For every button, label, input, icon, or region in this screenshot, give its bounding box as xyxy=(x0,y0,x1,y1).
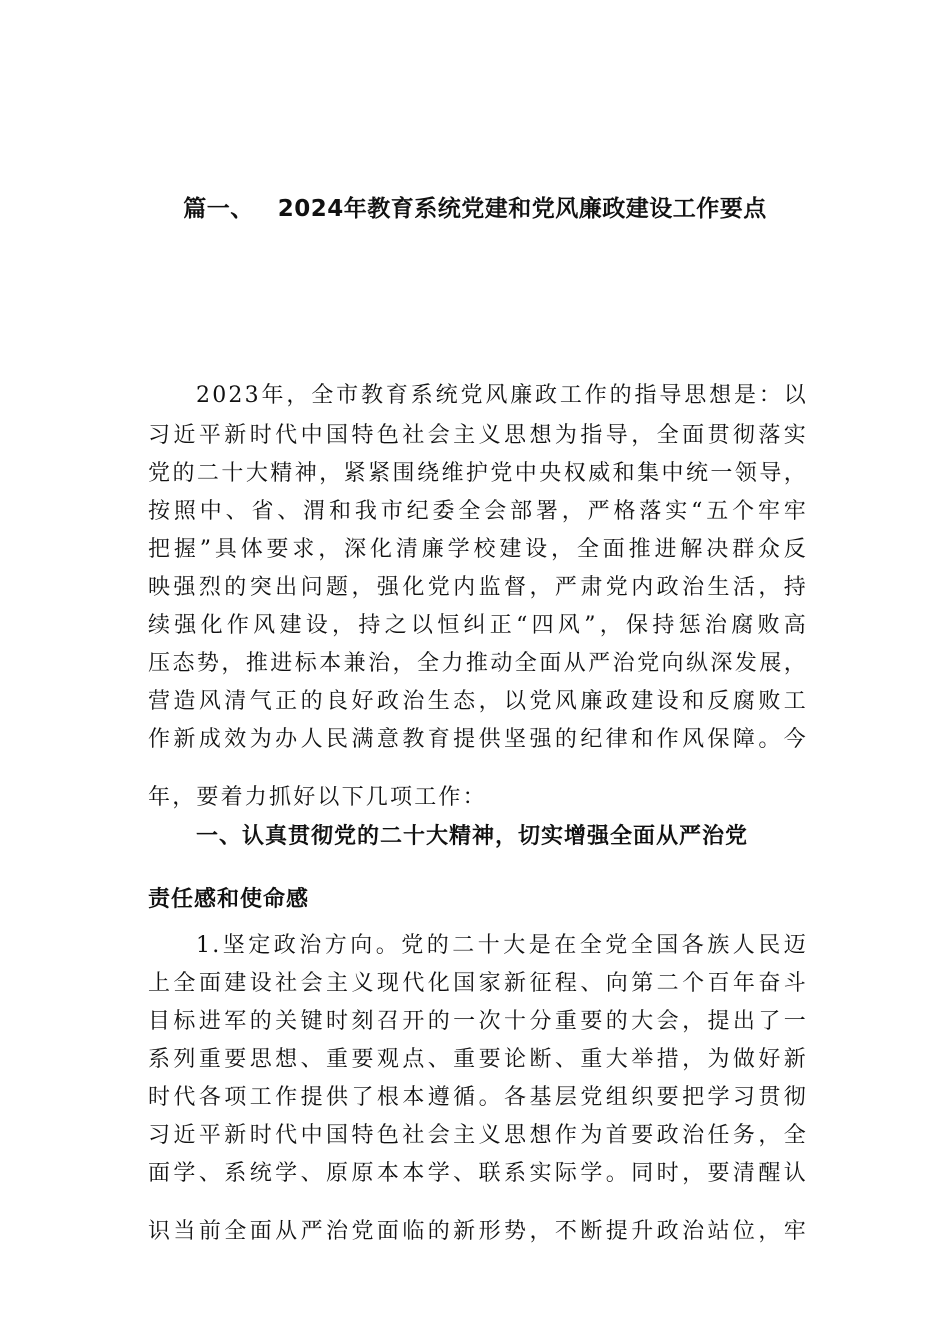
item-line: 1.坚定政治方向。党的二十大是在全党全国各族人民迈 xyxy=(196,933,808,958)
intro-line: 习近平新时代中国特色社会主义思想为指导，全面贯彻落实 xyxy=(148,423,808,448)
intro-line: 压态势，推进标本兼治，全力推动全面从严治党向纵深发展， xyxy=(148,651,808,676)
document-title xyxy=(0,190,950,223)
intro-line: 作新成效为办人民满意教育提供坚强的纪律和作风保障。今 xyxy=(148,727,808,752)
item-line: 上全面建设社会主义现代化国家新征程、向第二个百年奋斗 xyxy=(148,971,808,996)
item-line: 识当前全面从严治党面临的新形势，不断提升政治站位，牢 xyxy=(148,1219,808,1244)
item-line: 目标进军的关键时刻召开的一次十分重要的大会，提出了一 xyxy=(148,1009,808,1034)
intro-line: 按照中、省、渭和我市纪委全会部署，严格落实“五个牢牢 xyxy=(148,499,808,524)
section-heading-continued: 责任感和使命感 xyxy=(148,887,310,912)
item-line: 面学、系统学、原原本本学、联系实际学。同时，要清醒认 xyxy=(148,1161,808,1186)
title-prefix: 篇一、 xyxy=(183,196,254,222)
intro-line: 把握”具体要求，深化清廉学校建设，全面推进解决群众反 xyxy=(148,537,808,562)
item-line: 时代各项工作提供了根本遵循。各基层党组织要把学习贯彻 xyxy=(148,1085,808,1110)
section-heading: 一、认真贯彻党的二十大精神，切实增强全面从严治党 xyxy=(196,824,749,849)
intro-line: 2023年，全市教育系统党风廉政工作的指导思想是：以 xyxy=(196,383,808,408)
intro-line: 党的二十大精神，紧紧围绕维护党中央权威和集中统一领导， xyxy=(148,461,808,486)
item-line: 系列重要思想、重要观点、重要论断、重大举措，为做好新 xyxy=(148,1047,808,1072)
item-line: 习近平新时代中国特色社会主义思想作为首要政治任务，全 xyxy=(148,1123,808,1148)
intro-line: 营造风清气正的良好政治生态，以党风廉政建设和反腐败工 xyxy=(148,689,808,714)
intro-line: 年，要着力抓好以下几项工作： xyxy=(148,785,487,810)
intro-line: 映强烈的突出问题，强化党内监督，严肃党内政治生活，持 xyxy=(148,575,808,600)
title-main: 2024年教育系统党建和党风廉政建设工作要点 xyxy=(277,196,767,222)
intro-line: 续强化作风建设，持之以恒纠正“四风”，保持惩治腐败高 xyxy=(148,613,808,638)
